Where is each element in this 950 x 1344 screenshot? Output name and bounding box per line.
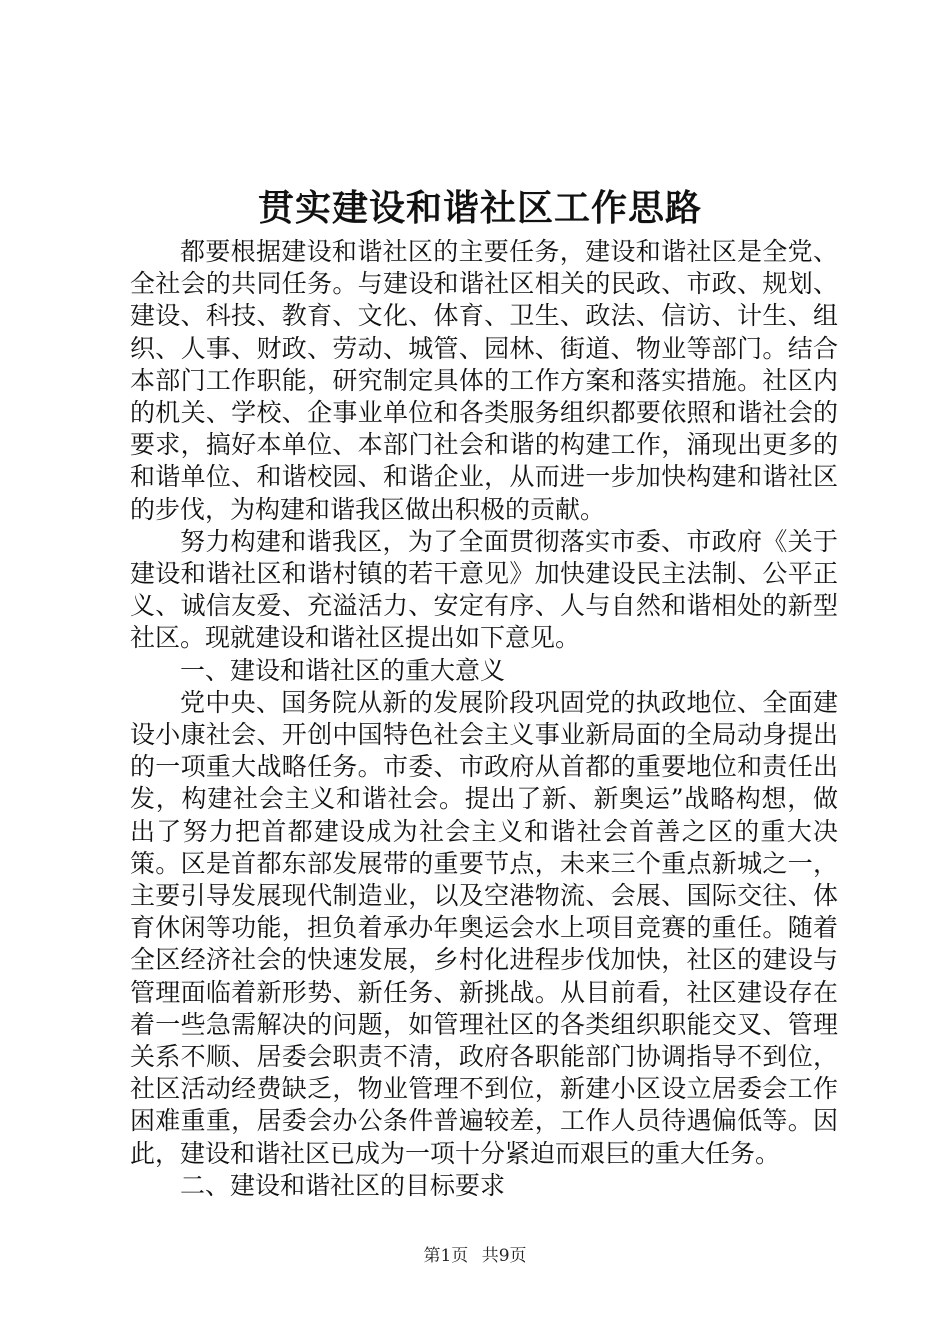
document-title: 贯实建设和谐社区工作思路 — [257, 187, 702, 229]
body-paragraph: 都要根据建设和谐社区的主要任务，建设和谐社区是全党、全社会的共同任务。与建设和谐社区相关的民政、市政、规划、建设、科技、教育、文化、体育、卫生、政法、信访、计生、组织、人事、财政、劳动、城管、园林、街道、物业等部门。结合本部门工作职能，研究制定具体的工作方案和落实措施。社区内的机关、学校、企事业单位和各类服务组织都要依照和谐社会的要求，搞好本单位、本部门社会和谐的构建工作，涌现出更多的和谐单位、和谐校园、和谐企业，从而进一步加快构建和谐社区的步伐，为构建和谐我区做出积极的贡献。 — [130, 237, 838, 524]
page-number: 第1页 — [423, 1246, 469, 1266]
document-body — [130, 236, 838, 1202]
page-footer — [0, 1245, 950, 1267]
body-paragraph: 党中央、国务院从新的发展阶段巩固党的执政地位、全面建设小康社会、开创中国特色社会主义事业新局面的全局动身提出的一项重大战略任务。市委、市政府从首都的重要地位和责任出发，构建社会主义和谐社会。提出了新、新奥运”战略构想，做出了努力把首都建设成为社会主义和谐社会首善之区的重大决策。区是首都东部发展带的重要节点，未来三个重点新城之一，主要引导发展现代制造业，以及空港物流、会展、国际交往、体育休闲等功能，担负着承办年奥运会水上项目竞赛的重任。随着全区经济社会的快速发展，乡村化进程步伐加快，社区的建设与管理面临着新形势、新任务、新挑战。从目前看，社区建设存在着一些急需解决的问题，如管理社区的各类组织职能交叉、管理关系不顺、居委会职责不清，政府各职能部门协调指导不到位，社区活动经费缺乏，物业管理不到位，新建小区设立居委会工作困难重重，居委会办公条件普遍较差，工作人员待遇偏低等。因此，建设和谐社区已成为一项十分紧迫而艰巨的重大任务。 — [130, 687, 838, 1168]
section-heading: 二、建设和谐社区的目标要求 — [180, 1170, 506, 1200]
page-total: 共9页 — [481, 1246, 527, 1266]
body-paragraph: 努力构建和谐我区，为了全面贯彻落实市委、市政府《关于建设和谐社区和谐村镇的若干意见》加快建设民主法制、公平正义、诚信友爱、充溢活力、安定有序、人与自然和谐相处的新型社区。现就建设和谐社区提出如下意见。 — [130, 526, 838, 653]
section-heading: 一、建设和谐社区的重大意义 — [180, 655, 506, 685]
